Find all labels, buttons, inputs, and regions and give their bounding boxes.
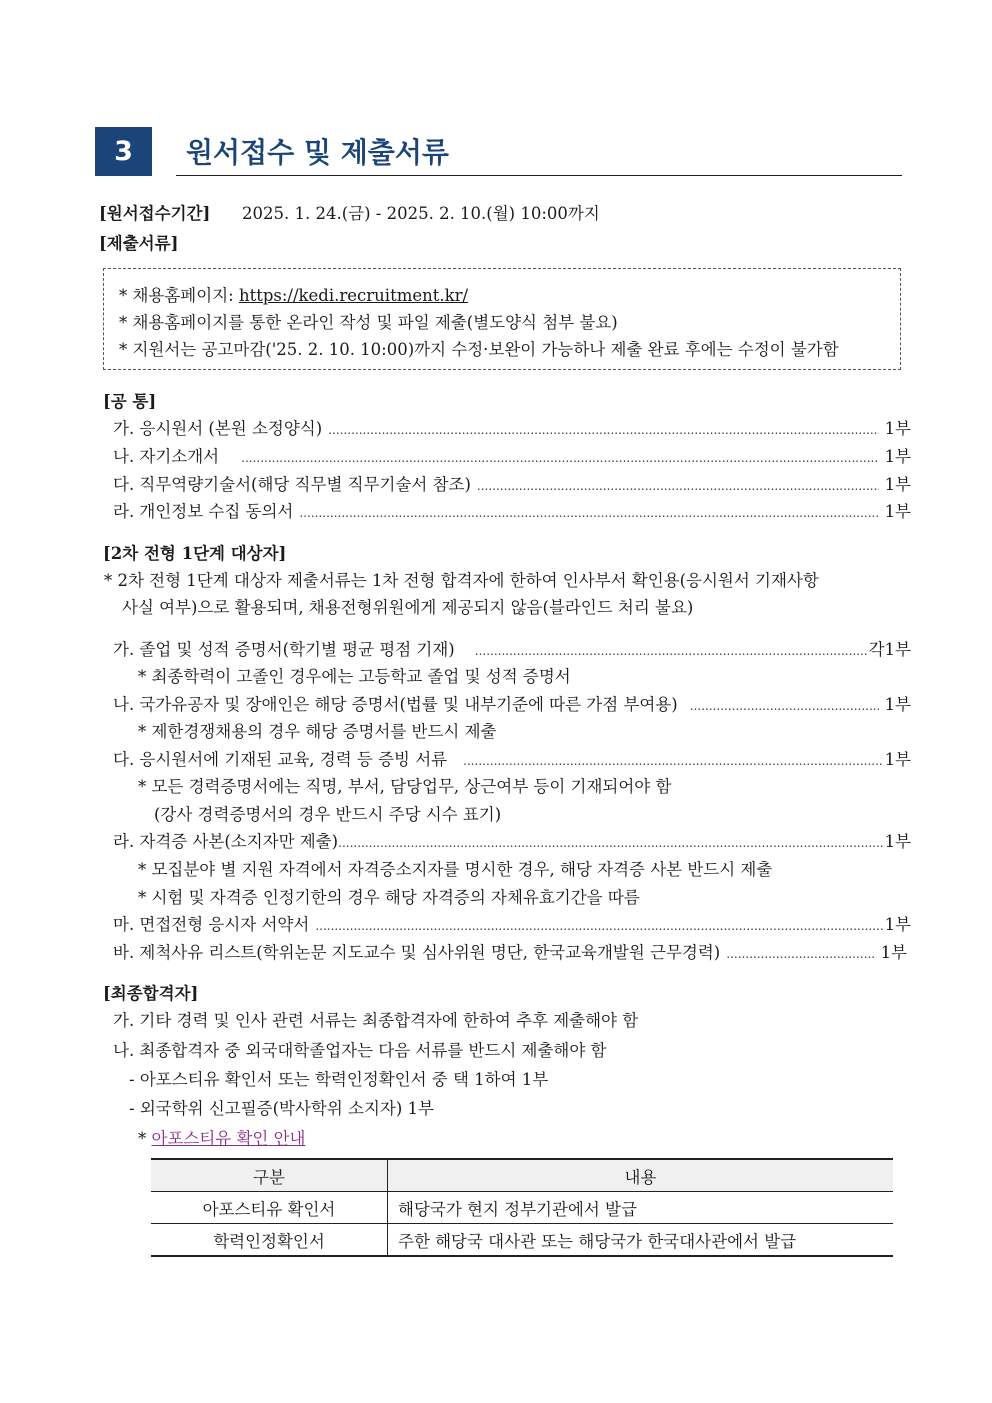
final-line-foreign: 나. 최종합격자 중 외국대학졸업자는 다음 서류를 반드시 제출해야 함 <box>113 1041 607 1060</box>
stage2-item-certificate-note2: * 시험 및 자격증 인정기한의 경우 해당 자격증의 자체유효기간을 따름 <box>138 888 640 907</box>
section-title: 원서접수 및 제출서류 <box>186 136 449 169</box>
leader-dots <box>477 475 879 494</box>
period-value: 2025. 1. 24.(금) - 2025. 2. 10.(월) 10:00까지 <box>242 204 600 223</box>
final-sub-degree-report: - 외국학위 신고필증(박사학위 소지자) 1부 <box>129 1099 434 1118</box>
notice-line-online: * 채용홈페이지를 통한 온라인 작성 및 파일 제출(별도양식 첨부 불요) <box>119 313 618 332</box>
stage2-note-line2: 사실 여부)으로 활용되며, 채용전형위원에게 제공되지 않음(블라인드 처리 불요) <box>122 598 694 617</box>
apostille-guide-line <box>138 1125 305 1149</box>
stage2-note-line1: * 2차 전형 1단계 대상자 제출서류는 1차 전형 합격자에 한하여 인사부서 확인용(응시원서 기재사항 <box>104 571 819 590</box>
apostille-table <box>151 1158 893 1257</box>
leader-dots <box>328 419 878 438</box>
table-cell: 주한 해당국 대사관 또는 해당국가 한국대사관에서 발급 <box>388 1224 894 1257</box>
common-item-competency <box>113 471 911 495</box>
leader-dots <box>463 750 882 769</box>
leader-dots <box>315 915 882 934</box>
leader-dots <box>299 502 878 521</box>
item-qty: 1부 <box>884 832 911 851</box>
table-cell: 학력인정확인서 <box>151 1224 388 1257</box>
item-qty: 1부 <box>884 915 911 934</box>
stage2-item-merit <box>113 691 911 715</box>
notice-homepage-label: * 채용홈페이지: <box>119 286 239 305</box>
leader-dots <box>338 832 882 851</box>
item-qty: 1부 <box>884 502 911 521</box>
item-qty: 1부 <box>884 750 911 769</box>
stage2-item-certificate <box>113 828 911 852</box>
stage2-item-transcript-note: * 최종학력이 고졸인 경우에는 고등학교 졸업 및 성적 증명서 <box>138 667 571 686</box>
leader-dots <box>690 695 879 714</box>
stage2-item-exclusion <box>113 939 907 963</box>
item-label: 바. 제척사유 리스트(학위논문 지도교수 및 심사위원 명단, 한국교육개발원 근무경력) <box>113 943 721 962</box>
item-label: 가. 응시원서 (본원 소정양식) <box>113 419 323 438</box>
table-row <box>151 1192 893 1224</box>
item-qty: 1부 <box>884 695 911 714</box>
apostille-star: * <box>138 1129 152 1148</box>
common-item-self-intro <box>113 443 911 467</box>
table-cell: 해당국가 현지 정부기관에서 발급 <box>388 1192 894 1224</box>
table-header-row <box>151 1159 893 1192</box>
table-cell: 아포스티유 확인서 <box>151 1192 388 1224</box>
item-label: 마. 면접전형 응시자 서약서 <box>113 915 310 934</box>
stage2-item-merit-note: * 제한경쟁채용의 경우 해당 증명서를 반드시 제출 <box>138 722 497 741</box>
stage2-item-certificate-note1: * 모집분야 별 지원 자격에서 자격증소지자를 명시한 경우, 해당 자격증 사본 반드시 제출 <box>138 860 773 879</box>
item-label: 나. 자기소개서 <box>113 447 220 466</box>
table-row <box>151 1224 893 1257</box>
section-divider <box>176 175 902 176</box>
stage2-item-transcript <box>113 636 911 660</box>
item-qty: 1부 <box>880 943 907 962</box>
common-heading: [공 통] <box>103 392 157 411</box>
common-item-application <box>113 415 911 439</box>
leader-dots <box>241 447 878 466</box>
item-label: 라. 개인정보 수집 동의서 <box>113 502 294 521</box>
notice-line-deadline: * 지원서는 공고마감('25. 2. 10. 10:00)까지 수정·보완이 가능하나 제출 완료 후에는 수정이 불가함 <box>119 340 839 359</box>
section-number-badge: 3 <box>95 127 152 176</box>
table-header-category: 구분 <box>151 1159 388 1192</box>
notice-line-homepage <box>119 282 468 306</box>
item-label: 가. 졸업 및 성적 증명서(학기별 평균 평점 기재) <box>113 640 455 659</box>
final-sub-apostille: - 아포스티유 확인서 또는 학력인정확인서 중 택 1하여 1부 <box>129 1070 549 1089</box>
recruitment-homepage-link[interactable]: https://kedi.recruitment.kr/ <box>238 286 469 305</box>
stage2-item-pledge <box>113 911 911 935</box>
item-label: 다. 응시원서에 기재된 교육, 경력 등 증빙 서류 <box>113 750 448 769</box>
item-label: 라. 자격증 사본(소지자만 제출) <box>113 832 339 851</box>
common-item-privacy <box>113 498 911 522</box>
final-line-other: 가. 기타 경력 및 인사 관련 서류는 최종합격자에 한하여 추후 제출해야 함 <box>113 1011 639 1030</box>
stage2-item-evidence-note2: (강사 경력증명서의 경우 반드시 주당 시수 표기) <box>154 805 502 824</box>
table-header-content: 내용 <box>388 1159 894 1192</box>
item-qty: 1부 <box>884 447 911 466</box>
item-label: 다. 직무역량기술서(해당 직무별 직무기술서 참조) <box>113 475 471 494</box>
item-qty: 1부 <box>884 475 911 494</box>
item-qty: 1부 <box>884 419 911 438</box>
leader-dots <box>475 640 867 659</box>
stage2-item-evidence-note1: * 모든 경력증명서에는 직명, 부서, 담당업무, 상근여부 등이 기재되어야 함 <box>138 777 672 796</box>
docs-heading: [제출서류] <box>99 234 179 253</box>
apostille-guide-link[interactable]: 아포스티유 확인 안내 <box>151 1129 306 1148</box>
item-label: 나. 국가유공자 및 장애인은 해당 증명서(법률 및 내부기준에 따른 가점 부여용) <box>113 695 678 714</box>
final-heading: [최종합격자] <box>103 984 199 1003</box>
item-qty: 각1부 <box>868 640 911 659</box>
stage2-item-evidence <box>113 746 911 770</box>
leader-dots <box>726 943 874 962</box>
stage2-heading: [2차 전형 1단계 대상자] <box>103 544 287 563</box>
period-label: [원서접수기간] <box>99 204 211 223</box>
